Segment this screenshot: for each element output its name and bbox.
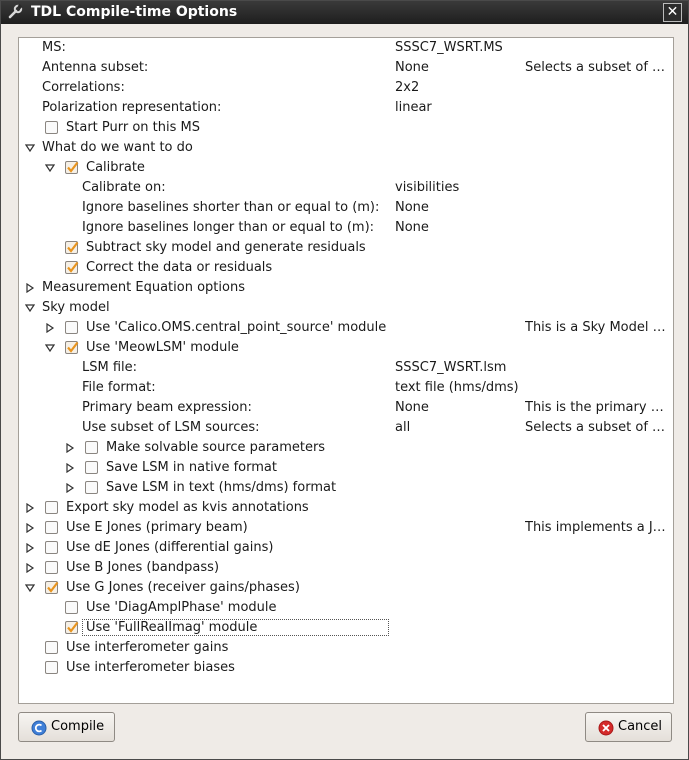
option-label: MS: (42, 40, 66, 55)
cancel-icon (598, 720, 614, 736)
option-description: Selects a subset of … (525, 420, 666, 435)
option-row-start-purr[interactable] (19, 118, 673, 138)
collapsed-arrow-icon[interactable] (65, 443, 75, 453)
cancel-button[interactable] (585, 712, 672, 742)
option-row-ignore-long[interactable] (19, 218, 673, 238)
collapsed-arrow-icon[interactable] (25, 543, 35, 553)
option-label: Measurement Equation options (42, 280, 245, 295)
option-value[interactable]: None (395, 60, 429, 75)
compile-icon (31, 720, 47, 736)
option-label: Use G Jones (receiver gains/phases) (66, 580, 300, 595)
option-label: Subtract sky model and generate residuals (86, 240, 366, 255)
option-value[interactable]: linear (395, 100, 432, 115)
e-jones-checkbox[interactable] (45, 521, 58, 534)
collapsed-arrow-icon[interactable] (25, 283, 35, 293)
option-row-file-format[interactable] (19, 378, 673, 398)
collapsed-arrow-icon[interactable] (65, 483, 75, 493)
collapsed-arrow-icon[interactable] (25, 563, 35, 573)
save-text-checkbox[interactable] (85, 481, 98, 494)
window-title: TDL Compile-time Options (31, 4, 238, 20)
option-label: File format: (82, 380, 156, 395)
option-row-ifr-gains[interactable] (19, 638, 673, 658)
diag-ampl-radio[interactable] (65, 601, 78, 614)
option-label: Calibrate on: (82, 180, 166, 195)
calico-module-checkbox[interactable] (65, 321, 78, 334)
option-row-export-kvis[interactable] (19, 498, 673, 518)
option-label: Use E Jones (primary beam) (66, 520, 248, 535)
checkmark-icon (66, 261, 79, 274)
close-button[interactable]: ✕ (663, 3, 682, 22)
option-value[interactable]: text file (hms/dms) (395, 380, 519, 395)
solvable-params-checkbox[interactable] (85, 441, 98, 454)
option-row-calico-module[interactable] (19, 318, 673, 338)
collapsed-arrow-icon[interactable] (25, 503, 35, 513)
option-row-b-jones[interactable] (19, 558, 673, 578)
compile-button-label: Compile (51, 719, 105, 734)
start-purr-checkbox[interactable] (45, 121, 58, 134)
title-bar[interactable] (1, 1, 688, 24)
option-label: Sky model (42, 300, 110, 315)
full-real-radio[interactable] (65, 621, 78, 634)
option-row-calibrate[interactable] (19, 158, 673, 178)
option-label: Use dE Jones (differential gains) (66, 540, 274, 555)
option-row-g-jones[interactable] (19, 578, 673, 598)
expanded-arrow-icon[interactable] (25, 583, 35, 593)
option-description: This is a Sky Model … (525, 320, 666, 335)
option-label: Ignore baselines shorter than or equal to (m): (82, 200, 380, 215)
collapsed-arrow-icon[interactable] (45, 323, 55, 333)
option-row-polarization[interactable] (19, 98, 673, 118)
option-label: Use 'Calico.OMS.central_point_source' module (86, 320, 387, 335)
option-value[interactable]: None (395, 220, 429, 235)
option-row-what-to-do[interactable] (19, 138, 673, 158)
option-label: Polarization representation: (42, 100, 222, 115)
option-row-meowlsm-module[interactable] (19, 338, 673, 358)
option-label: Correct the data or residuals (86, 260, 273, 275)
calibrate-checkbox[interactable] (65, 161, 78, 174)
option-row-de-jones[interactable] (19, 538, 673, 558)
option-row-lsm-file[interactable] (19, 358, 673, 378)
option-row-save-text[interactable] (19, 478, 673, 498)
option-label: Save LSM in native format (106, 460, 277, 475)
option-value[interactable]: None (395, 200, 429, 215)
option-label: Calibrate (86, 160, 145, 175)
option-value[interactable]: all (395, 420, 411, 435)
option-label: Use 'MeowLSM' module (86, 340, 239, 355)
option-label: Antenna subset: (42, 60, 149, 75)
option-label: Use B Jones (bandpass) (66, 560, 220, 575)
de-jones-checkbox[interactable] (45, 541, 58, 554)
option-row-ms[interactable] (19, 38, 673, 58)
option-row-save-native[interactable] (19, 458, 673, 478)
option-row-solvable-params[interactable] (19, 438, 673, 458)
option-label: Export sky model as kvis annotations (66, 500, 309, 515)
option-label: Use 'FullRealImag' module (83, 620, 388, 635)
option-row-subtract-sky[interactable] (19, 238, 673, 258)
expanded-arrow-icon[interactable] (25, 143, 35, 153)
option-label: Start Purr on this MS (66, 120, 200, 135)
option-label: Correlations: (42, 80, 125, 95)
option-row-calibrate-on[interactable] (19, 178, 673, 198)
option-row-e-jones[interactable] (19, 518, 673, 538)
checkmark-icon (66, 621, 79, 634)
expanded-arrow-icon[interactable] (45, 343, 55, 353)
option-value[interactable]: None (395, 400, 429, 415)
option-label: Use 'DiagAmplPhase' module (86, 600, 277, 615)
expanded-arrow-icon[interactable] (25, 303, 35, 313)
export-kvis-checkbox[interactable] (45, 501, 58, 514)
expanded-arrow-icon[interactable] (45, 163, 55, 173)
option-row-antenna-subset[interactable] (19, 58, 673, 78)
option-description: Selects a subset of … (525, 60, 666, 75)
checkmark-icon (66, 241, 79, 254)
option-label: Save LSM in text (hms/dms) format (106, 480, 337, 495)
option-row-ignore-short[interactable] (19, 198, 673, 218)
option-label: Ignore baselines longer than or equal to (m): (82, 220, 375, 235)
option-row-full-real[interactable] (19, 618, 673, 638)
option-row-primary-beam[interactable] (19, 398, 673, 418)
option-row-sky-model[interactable] (19, 298, 673, 318)
option-value[interactable]: visibilities (395, 180, 460, 195)
ifr-biases-checkbox[interactable] (45, 661, 58, 674)
option-label: LSM file: (82, 360, 138, 375)
checkmark-icon (46, 581, 59, 594)
option-label: Make solvable source parameters (106, 440, 326, 455)
subtract-sky-checkbox[interactable] (65, 241, 78, 254)
collapsed-arrow-icon[interactable] (25, 523, 35, 533)
cancel-button-label: Cancel (618, 719, 663, 734)
option-label: Primary beam expression: (82, 400, 252, 415)
compile-button[interactable] (18, 712, 115, 742)
option-label: Use interferometer gains (66, 640, 229, 655)
option-row-ifr-biases[interactable] (19, 658, 673, 678)
b-jones-checkbox[interactable] (45, 561, 58, 574)
option-row-correlations[interactable] (19, 78, 673, 98)
option-value[interactable]: SSSC7_WSRT.MS (395, 40, 503, 55)
options-tree (18, 37, 674, 704)
option-row-lsm-subset[interactable] (19, 418, 673, 438)
ifr-gains-checkbox[interactable] (45, 641, 58, 654)
meowlsm-module-checkbox[interactable] (65, 341, 78, 354)
option-label: What do we want to do (42, 140, 193, 155)
save-native-checkbox[interactable] (85, 461, 98, 474)
correct-data-checkbox[interactable] (65, 261, 78, 274)
option-description: This is the primary … (525, 400, 664, 415)
option-value[interactable]: 2x2 (395, 80, 420, 95)
option-value[interactable]: SSSC7_WSRT.lsm (395, 360, 507, 375)
g-jones-checkbox[interactable] (45, 581, 58, 594)
checkmark-icon (66, 161, 79, 174)
checkmark-icon (66, 341, 79, 354)
collapsed-arrow-icon[interactable] (65, 463, 75, 473)
option-row-diag-ampl[interactable] (19, 598, 673, 618)
option-label: Use interferometer biases (66, 660, 235, 675)
wrench-icon (7, 4, 23, 20)
option-description: This implements a J… (525, 520, 666, 535)
option-row-correct-data[interactable] (19, 258, 673, 278)
option-row-me-options[interactable] (19, 278, 673, 298)
option-label: Use subset of LSM sources: (82, 420, 260, 435)
